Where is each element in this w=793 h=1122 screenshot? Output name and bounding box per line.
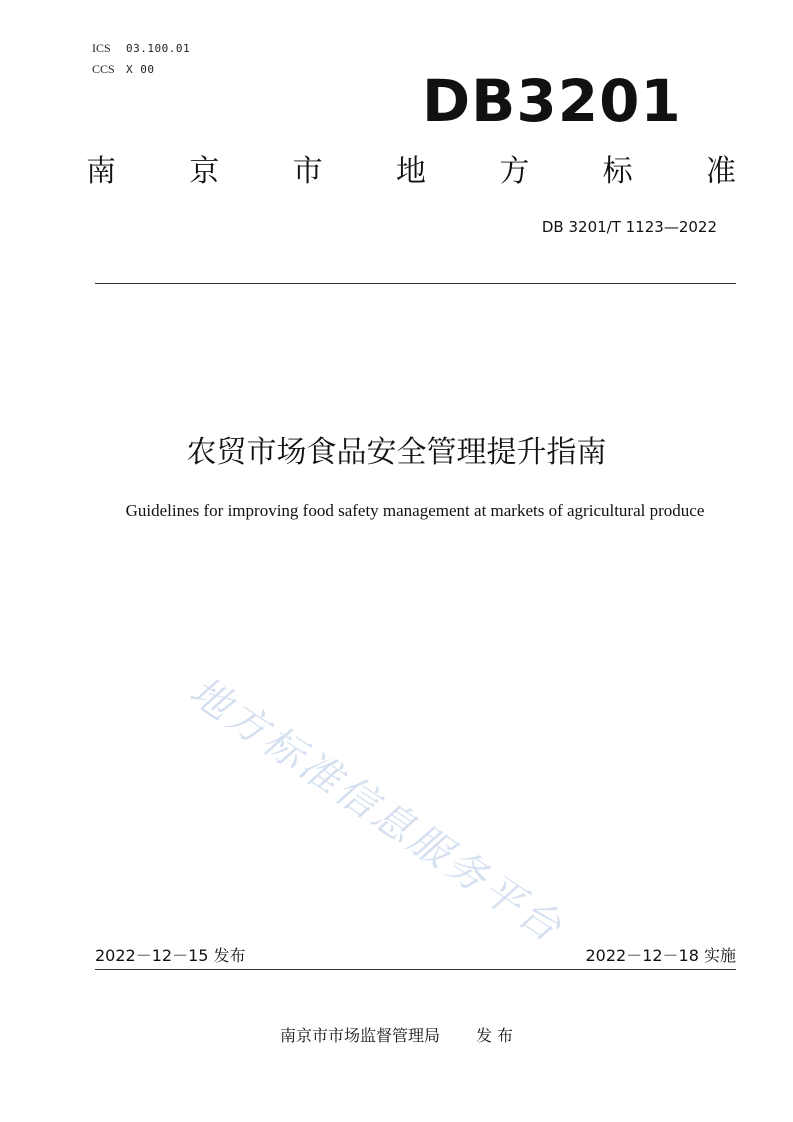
ccs-value: X 00: [126, 63, 155, 76]
ccs-code-row: [92, 59, 190, 80]
document-title-chinese: 农贸市场食品安全管理提升指南: [186, 435, 607, 470]
standard-type-char: 准: [705, 154, 736, 189]
top-divider: [95, 283, 736, 284]
standard-number: DB 3201/T 1123—2022: [541, 218, 717, 236]
issue-date: 2022－12－15 发布: [95, 946, 246, 965]
standard-type-heading: [86, 150, 736, 194]
classification-codes: [92, 38, 190, 80]
standard-type-char: 方: [499, 154, 530, 189]
document-title-english: Guidelines for improving food safety management at markets of agricultural produce: [125, 501, 705, 520]
implementation-date: 2022－12－18 实施: [585, 946, 736, 965]
standard-type-char: 市: [292, 154, 323, 189]
standard-type-char: 地: [395, 154, 426, 189]
watermark: 地方标准信息服务平台: [181, 668, 572, 953]
publisher-action: 发 布: [475, 1026, 514, 1045]
standard-type-char: 南: [86, 154, 116, 189]
ics-code-row: [92, 38, 190, 59]
ics-label: ICS: [92, 41, 111, 55]
publisher-line: [0, 1024, 793, 1048]
publisher-name: 南京市市场监督管理局: [279, 1026, 440, 1045]
standard-logo: DB3201: [422, 67, 682, 135]
ics-value: 03.100.01: [126, 42, 191, 55]
bottom-divider: [95, 969, 736, 970]
ccs-label: CCS: [92, 62, 115, 76]
standard-type-char: 京: [189, 154, 220, 189]
standard-type-char: 标: [602, 154, 633, 189]
